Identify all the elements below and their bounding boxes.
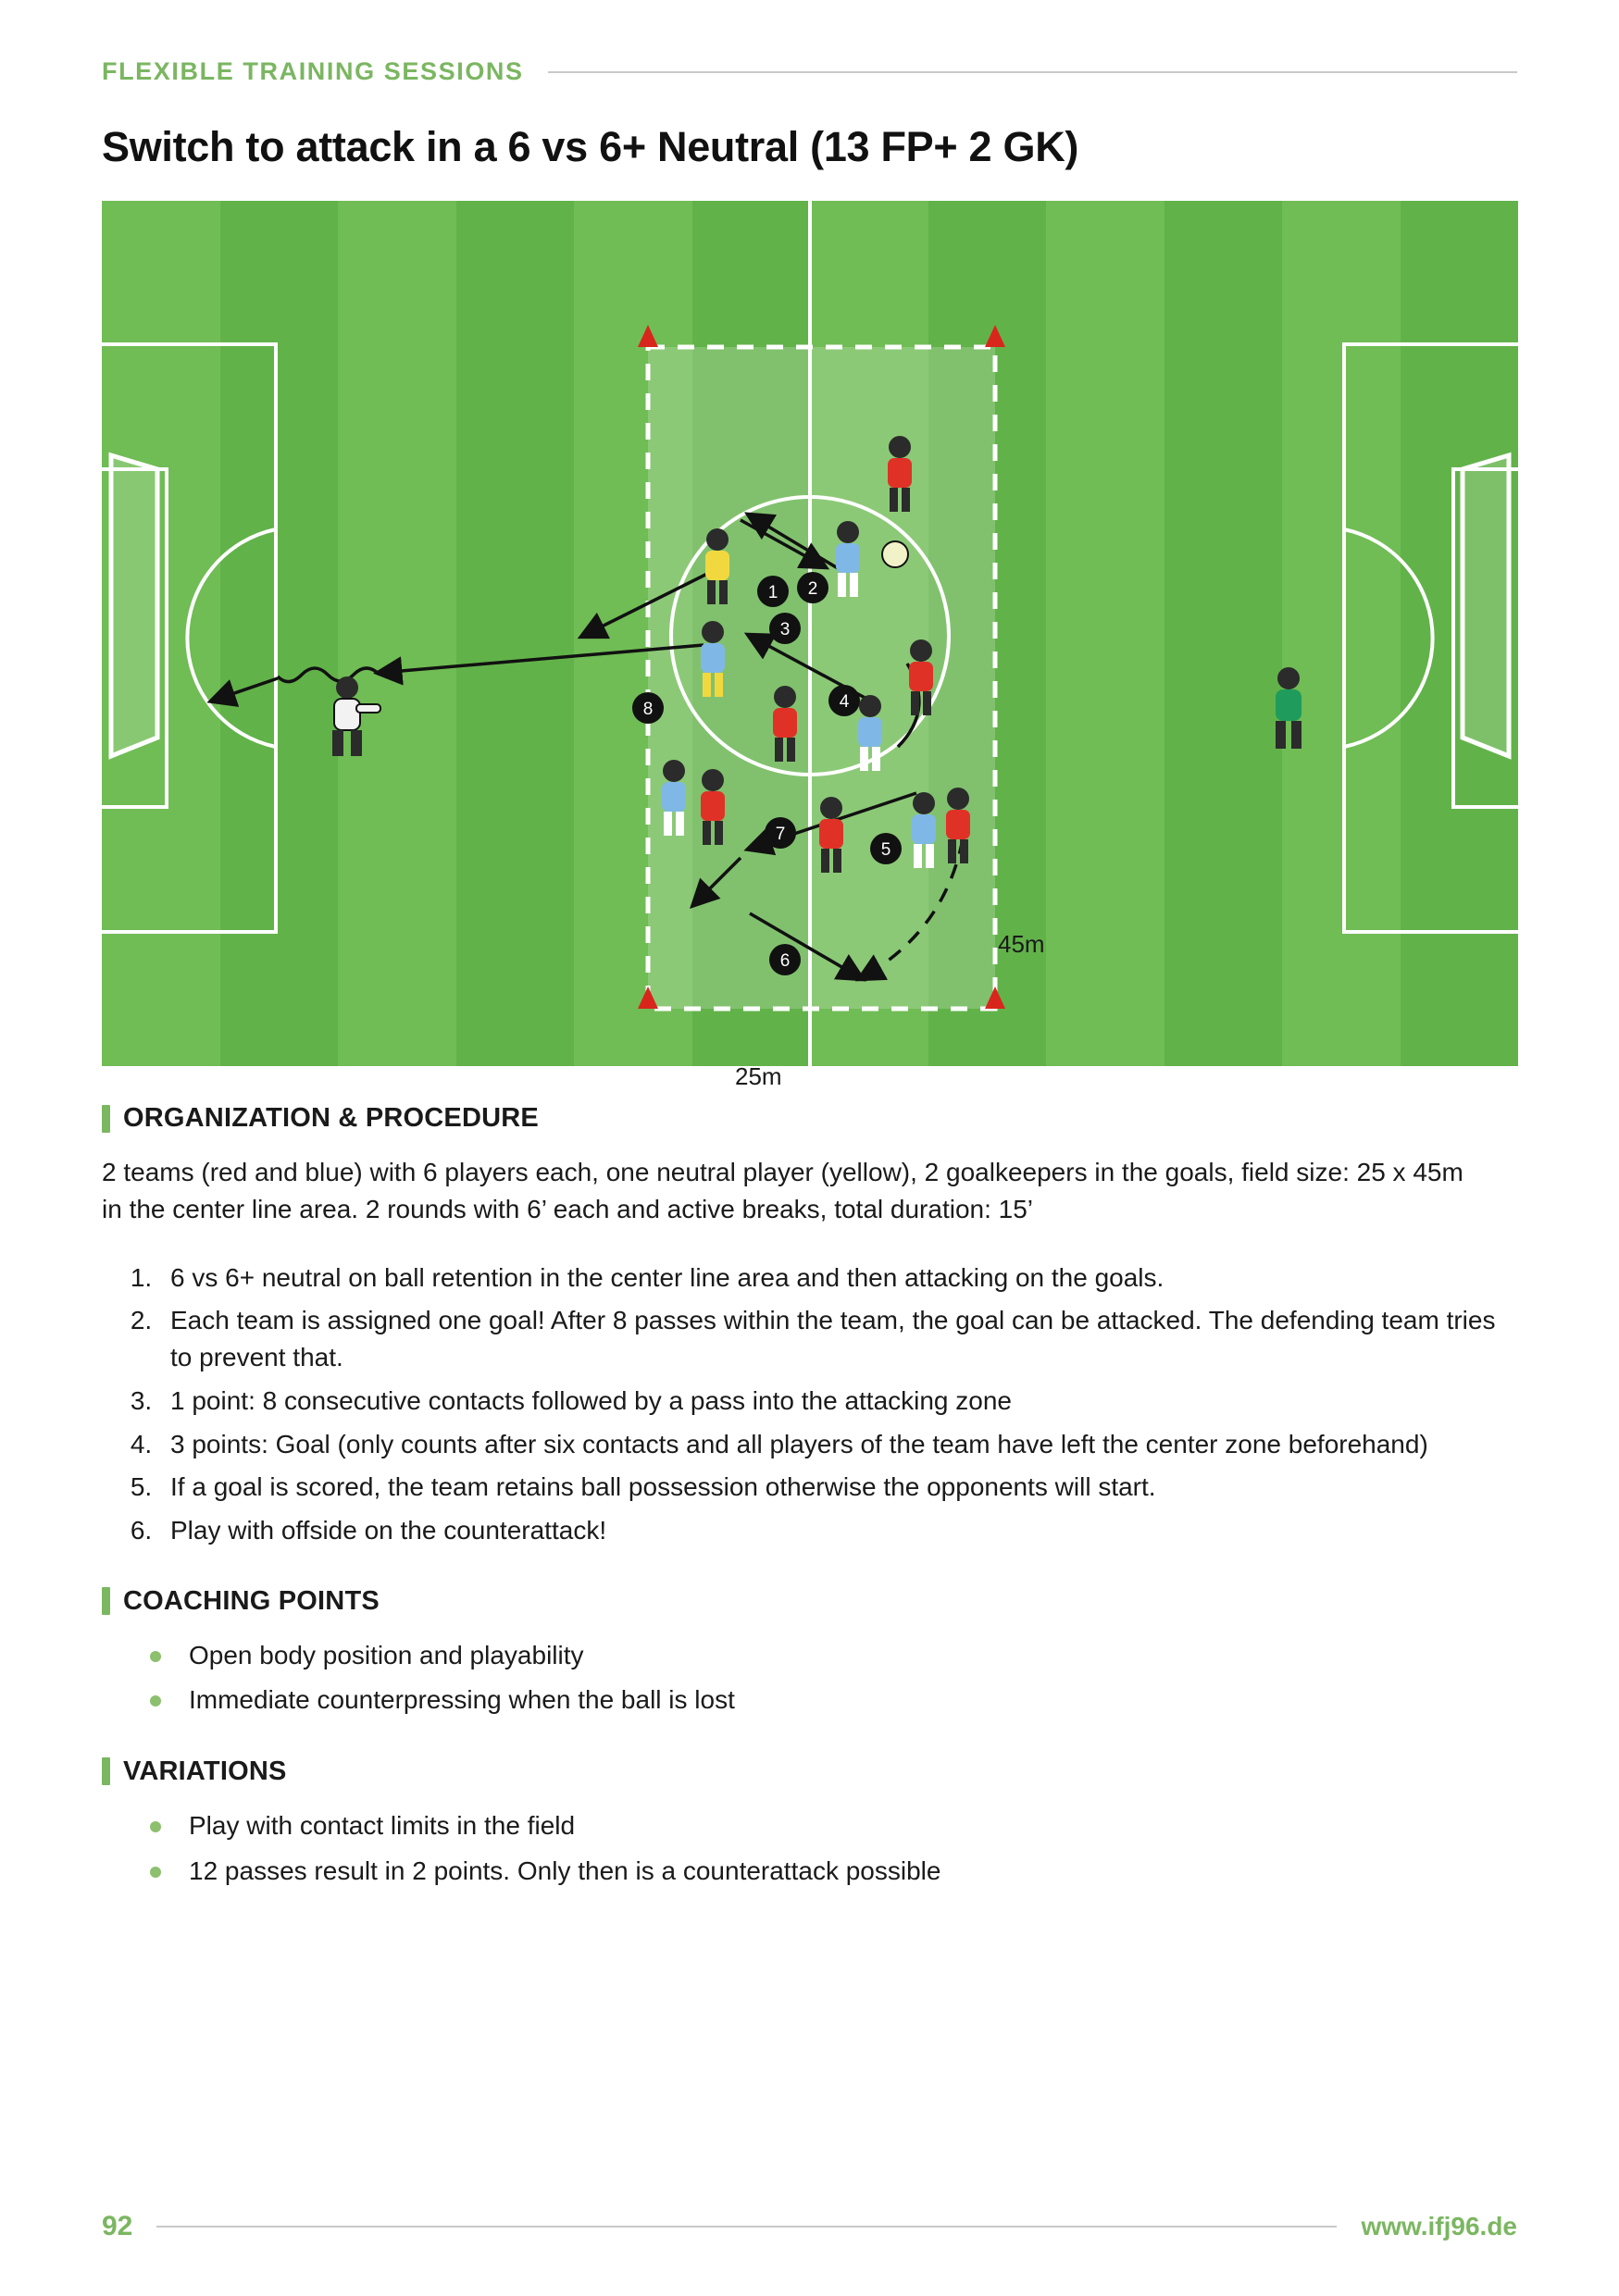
page-footer (102, 2211, 1517, 2242)
goal-left (111, 455, 157, 756)
page-title: Switch to attack in a 6 vs 6+ Neutral (13 FP+ 2 GK) (102, 123, 1079, 170)
section-heading-variations (102, 1756, 1517, 1787)
section-accent-bar (102, 1105, 110, 1133)
coaching-points-list (102, 1637, 1517, 1719)
variations-list (102, 1807, 1517, 1890)
section-accent-bar (102, 1587, 110, 1615)
list-item: 1. 6 vs 6+ neutral on ball retention in the center line area and then attacking on the goals. (159, 1260, 1511, 1297)
list-item: 5. If a goal is scored, the team retains ball possession otherwise the opponents will start. (159, 1469, 1511, 1506)
svg-text:6: 6 (779, 951, 791, 971)
svg-text:4: 4 (839, 692, 850, 712)
section-heading-organization (102, 1103, 1517, 1134)
list-item: Immediate counterpressing when the ball is lost (144, 1682, 1517, 1719)
svg-text:1: 1 (767, 583, 778, 602)
list-item: Play with contact limits in the field (144, 1807, 1517, 1845)
dimension-width-label: 25m (735, 1062, 782, 1090)
ball (882, 541, 908, 567)
training-diagram (102, 201, 1518, 1090)
list-item: 12 passes result in 2 points. Only then is a counterattack possible (144, 1853, 1517, 1891)
section-title: VARIATIONS (123, 1756, 287, 1786)
dimension-height-label: 45m (998, 930, 1045, 958)
procedure-list (102, 1260, 1511, 1549)
section-accent-bar (102, 1757, 110, 1785)
svg-text:2: 2 (807, 579, 818, 599)
list-item: 4. 3 points: Goal (only counts after six contacts and all players of the team have left the center zone beforehand) (159, 1426, 1511, 1463)
svg-text:7: 7 (775, 825, 786, 844)
footer-divider (156, 2226, 1337, 2228)
list-item: 2. Each team is assigned one goal! After 8 passes within the team, the goal can be attacked. The defending team tries to prevent that. (159, 1302, 1511, 1376)
goal-right (1463, 455, 1509, 756)
eyebrow-label: FLEXIBLE TRAINING SESSIONS (102, 57, 524, 85)
header-divider (548, 71, 1517, 73)
svg-text:5: 5 (880, 840, 891, 860)
header-eyebrow-row (102, 0, 1517, 86)
section-title: COACHING POINTS (123, 1585, 380, 1616)
list-item: Open body position and playability (144, 1637, 1517, 1675)
footer-url[interactable]: www.ifj96.de (1361, 2212, 1517, 2240)
section-heading-coaching-points (102, 1586, 1517, 1617)
page-number: 92 (102, 2211, 133, 2241)
list-item: 3. 1 point: 8 consecutive contacts followed by a pass into the attacking zone (159, 1383, 1511, 1420)
svg-text:8: 8 (642, 700, 654, 719)
svg-text:3: 3 (779, 620, 791, 639)
list-item: 6. Play with offside on the counterattack! (159, 1512, 1511, 1549)
section-title: ORGANIZATION & PROCEDURE (123, 1103, 539, 1133)
organization-paragraph: 2 teams (red and blue) with 6 players each, one neutral player (yellow), 2 goalkeepers in the goals, field size: 25 x 45m in the center line area. 2 rounds with 6’ each and active breaks, total duration: 15’ (102, 1158, 1463, 1223)
